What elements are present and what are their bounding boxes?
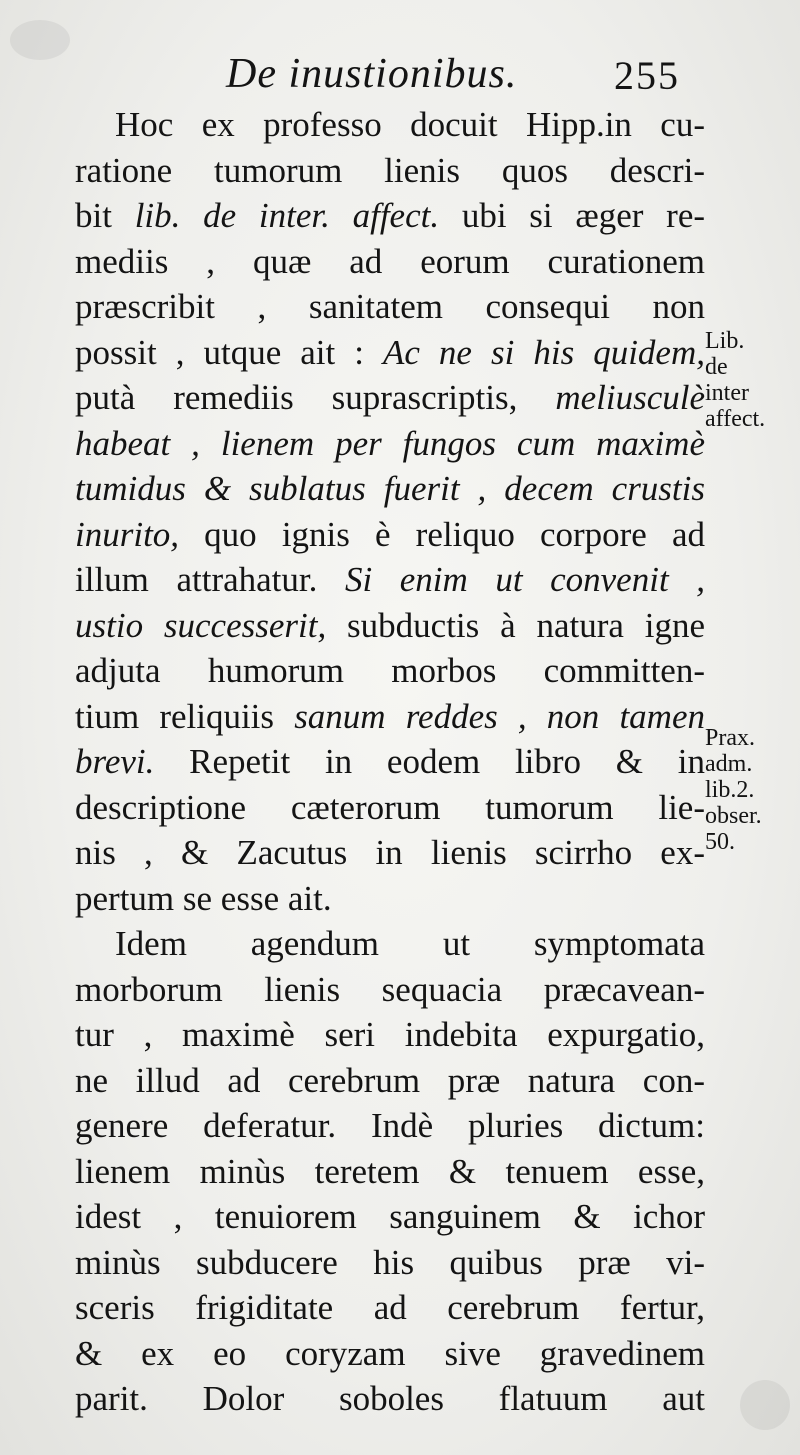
text-line: idest , tenuiorem sanguinem & ichor <box>75 1197 705 1236</box>
text-segment: ubi si æger re- <box>439 196 705 235</box>
text-line <box>75 193 705 239</box>
text-line: pertum se esse ait. <box>75 878 332 918</box>
text-line <box>75 421 705 467</box>
italic-segment: meliusculè <box>555 378 705 417</box>
text-line: minùs subducere his quibus præ vi- <box>75 1242 705 1282</box>
text-line: parit. Dolor soboles flatuum aut <box>75 1379 705 1418</box>
text-segment: possit , utque ait : <box>75 332 383 372</box>
text-segment: quo ignis è reliquo corpore ad <box>179 514 705 554</box>
italic-segment: habeat , lienem per fungos cum maximè <box>75 423 705 463</box>
text-line <box>75 466 705 512</box>
marginal-note-line: adm. <box>705 751 753 777</box>
text-line <box>75 557 705 603</box>
running-title: De inustionibus. <box>226 51 518 97</box>
text-line: præscribit , sanitatem consequi non <box>75 287 705 326</box>
page-header <box>0 50 800 100</box>
text-segment: illum attrahatur. <box>75 560 345 599</box>
marginal-note-line: de <box>705 354 728 380</box>
marginal-note-line: obser. <box>705 803 762 829</box>
page-smudge <box>740 1380 790 1430</box>
text-line <box>75 694 705 740</box>
text-line <box>75 603 705 649</box>
page-number: 255 <box>614 53 680 98</box>
text-line: ne illud ad cerebrum præ natura con- <box>75 1060 705 1100</box>
marginal-note-line: affect. <box>705 406 766 432</box>
text-line <box>75 512 705 558</box>
marginal-note-line: inter <box>705 380 749 406</box>
text-line: morborum lienis sequacia præcavean- <box>75 969 705 1009</box>
italic-segment: brevi. <box>75 742 155 781</box>
text-line: tur , maximè seri indebita expurgatio, <box>75 1015 705 1054</box>
marginal-note-lib-de-inter-affect <box>705 328 800 432</box>
italic-segment: tumidus & sublatus fuerit , decem crustis <box>75 469 705 508</box>
text-line: & ex eo coryzam sive gravedinem <box>75 1333 705 1373</box>
italic-segment: Si enim ut convenit , <box>344 560 705 599</box>
italic-segment: ustio successerit, <box>75 605 327 645</box>
italic-segment: inurito, <box>75 514 180 554</box>
text-line: lienem minùs teretem & tenuem esse, <box>75 1151 705 1191</box>
marginal-note-line: Lib. <box>705 328 745 354</box>
text-line: Hoc ex professo docuit Hipp.in cu- <box>115 105 705 144</box>
marginal-note-line: Prax. <box>705 725 755 751</box>
marginal-note-prax-adm <box>705 725 800 855</box>
body-text <box>75 102 705 1422</box>
marginal-note-line: 50. <box>705 829 735 855</box>
italic-segment: lib. de inter. affect. <box>134 196 440 235</box>
marginal-note-line: lib.2. <box>705 777 755 803</box>
text-segment: putà remediis suprascriptis, <box>75 378 556 417</box>
text-line: descriptione cæterorum tumorum lie- <box>75 787 705 827</box>
text-line <box>75 739 705 785</box>
text-line: mediis , quæ ad eorum curationem <box>75 241 705 281</box>
italic-segment: sanum reddes , non tamen <box>294 696 705 736</box>
text-line: nis , & Zacutus in lienis scirrho ex- <box>75 833 705 872</box>
italic-segment: Ac ne si his quidem, <box>383 332 705 372</box>
text-line: Idem agendum ut symptomata <box>115 924 705 963</box>
text-line: ratione tumorum lienis quos descri- <box>75 150 705 190</box>
text-line: genere deferatur. Indè pluries dictum: <box>75 1106 705 1145</box>
text-line: sceris frigiditate ad cerebrum fertur, <box>75 1288 705 1327</box>
text-line <box>75 375 705 421</box>
text-segment: subductis à natura igne <box>326 605 705 645</box>
text-segment: tium reliquiis <box>75 696 295 736</box>
text-segment: Repetit in eodem libro & in <box>154 742 705 781</box>
text-line <box>75 330 705 376</box>
text-line: adjuta humorum morbos committen- <box>75 651 705 690</box>
text-segment: bit <box>75 196 135 235</box>
